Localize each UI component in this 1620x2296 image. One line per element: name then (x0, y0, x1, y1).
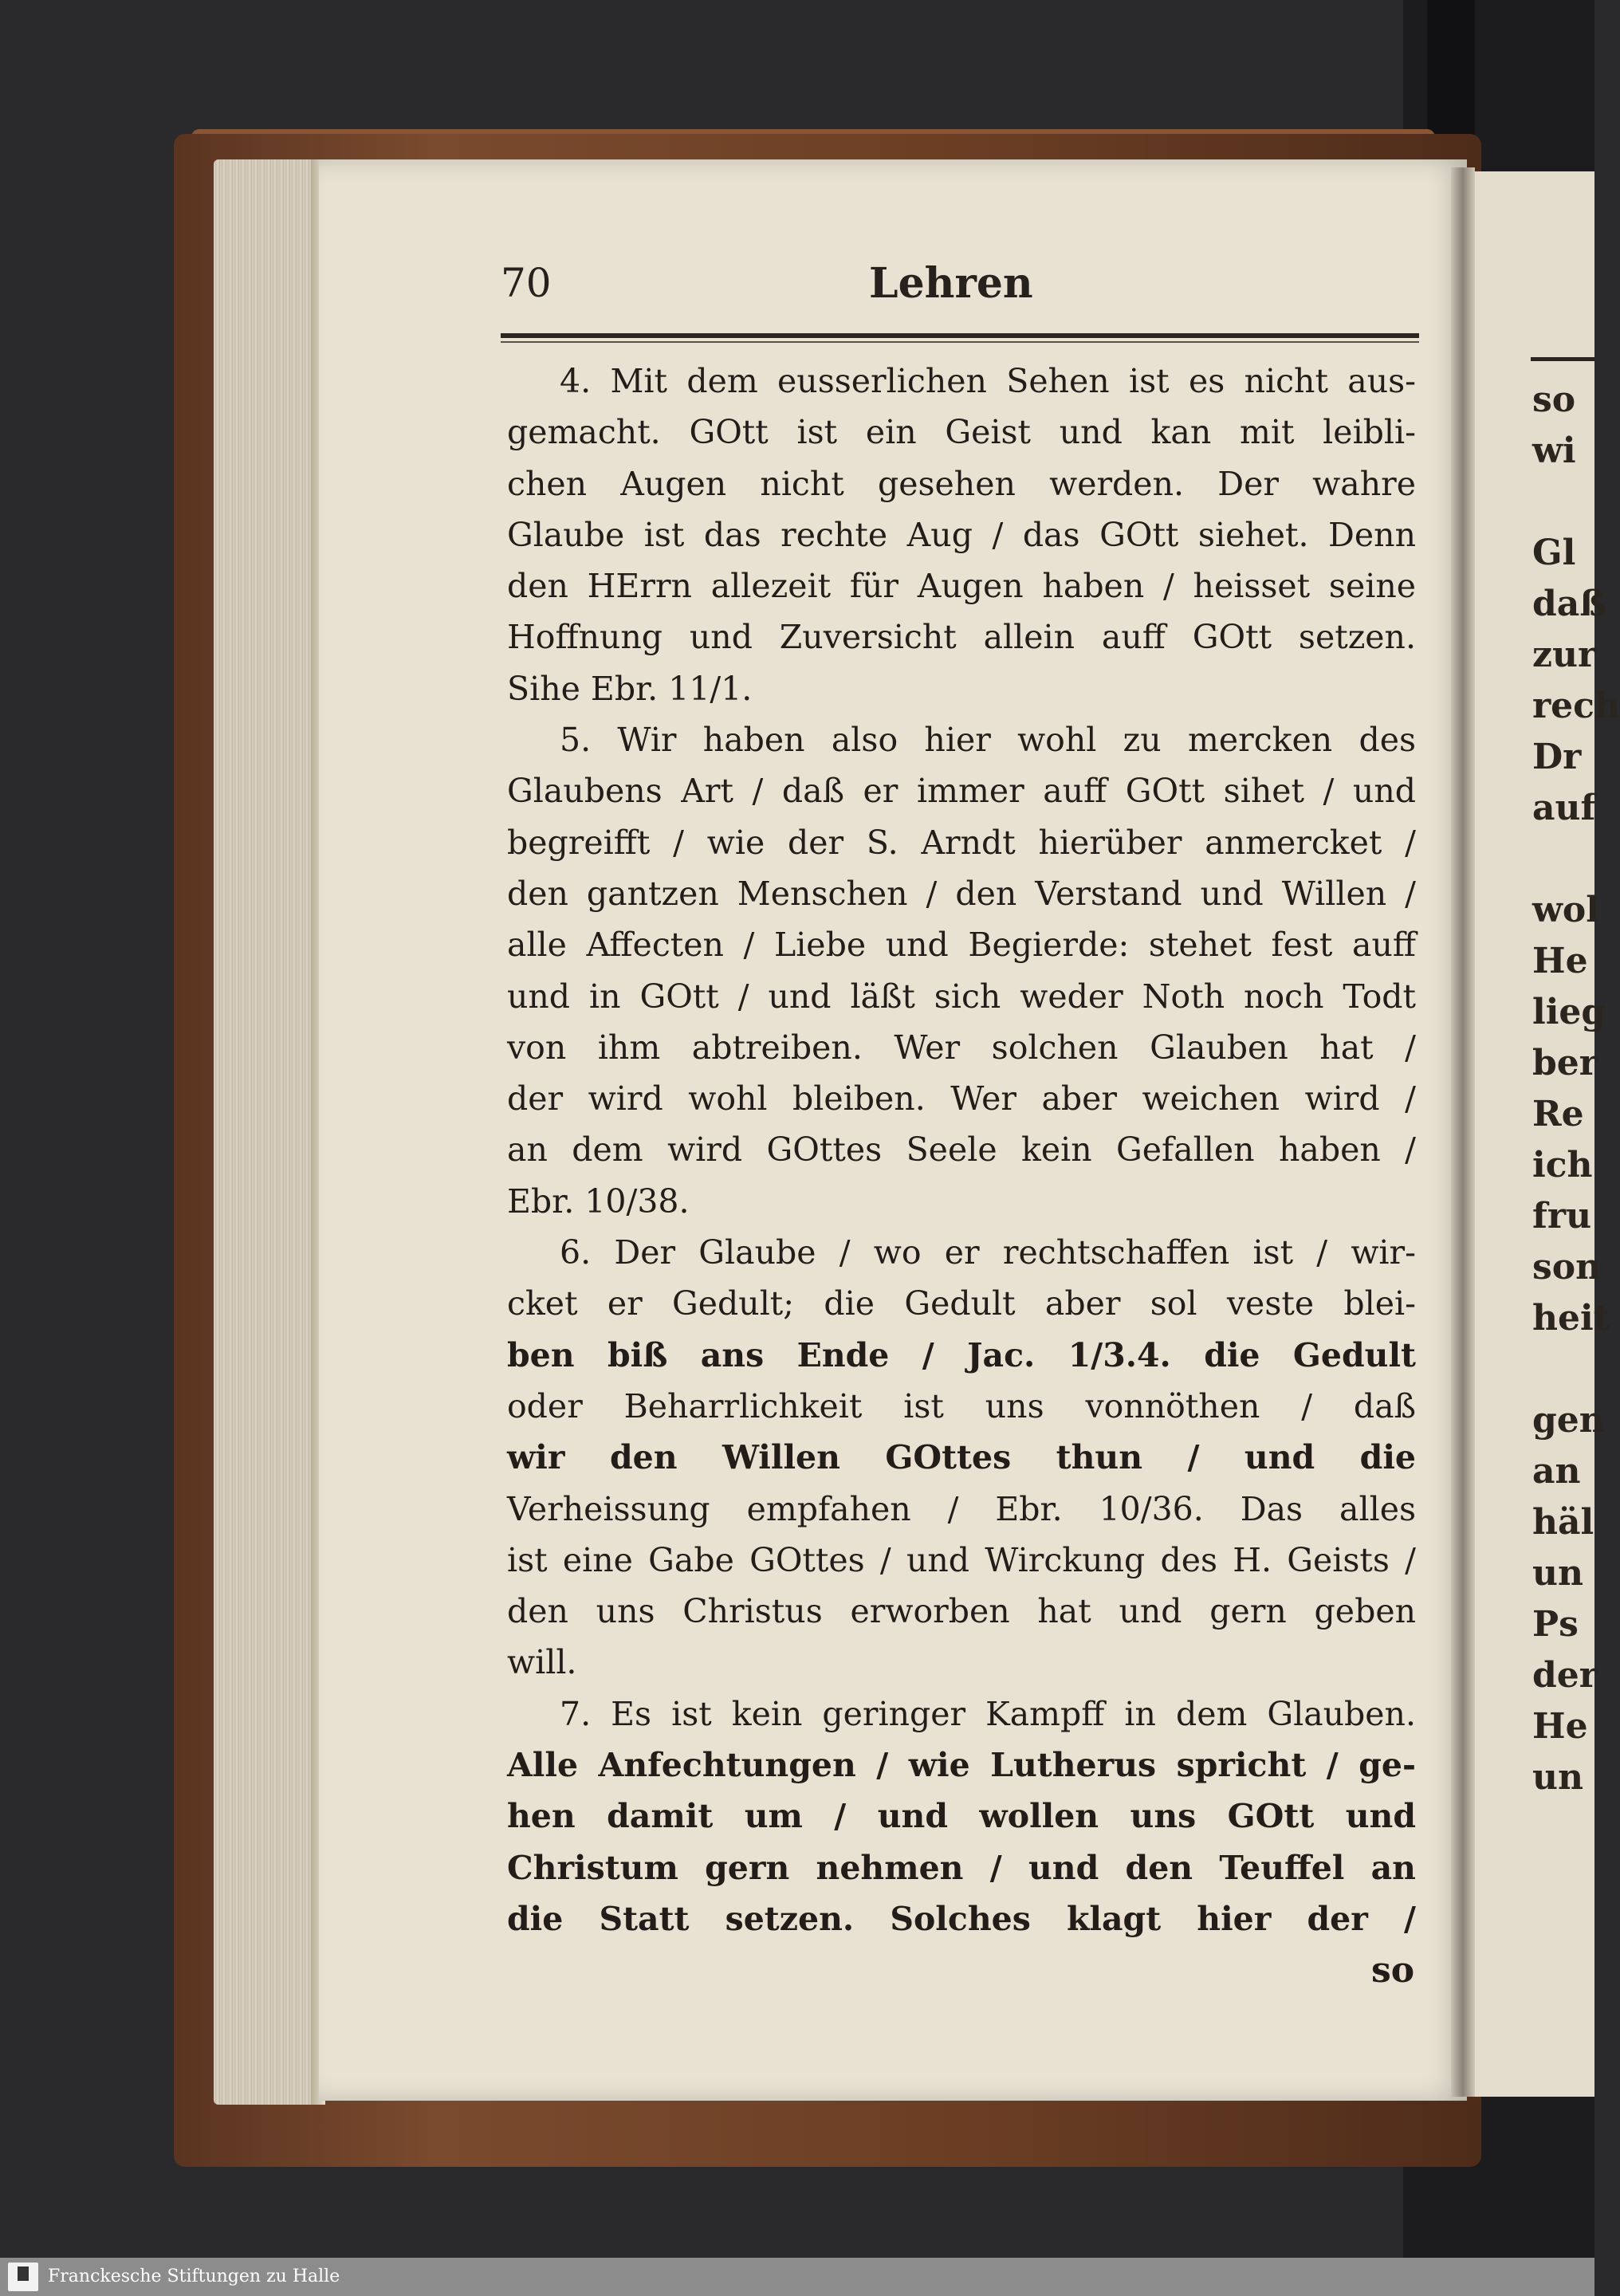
facing-text-fragment (1532, 477, 1594, 528)
text-line: den uns Christus erworben hat und gern geben (507, 1592, 1416, 1631)
text-line: Glaube ist das rechte Aug / das GOtt siehet. Denn (507, 515, 1416, 554)
facing-text-fragment: Gl (1532, 533, 1576, 573)
facing-text-fragment: lieg (1532, 992, 1606, 1032)
text-line: Alle Anfechtungen / wie Lutherus spricht / ge- (507, 1746, 1416, 1785)
text-line: der wird wohl bleiben. Wer aber weichen wird / (507, 1079, 1416, 1119)
text-line: von ihm abtreiben. Wer solchen Glauben hat / (507, 1028, 1416, 1067)
facing-text-fragment: ich (1532, 1145, 1593, 1185)
text-line: 5. Wir haben also hier wohl zu mercken des (560, 721, 1416, 760)
facing-text-fragment (1532, 1344, 1594, 1395)
text-line: chen Augen nicht gesehen werden. Der wahre (507, 464, 1416, 503)
facing-text-fragment: häl (1532, 1502, 1594, 1543)
facing-text-fragment: wi (1532, 431, 1576, 471)
facing-text-fragment: He (1532, 941, 1588, 981)
text-line: alle Affecten / Liebe und Begierde: stehet fest auff (507, 926, 1416, 965)
facing-text-fragment: He (1532, 1706, 1588, 1747)
text-line: begreifft / wie der S. Arndt hierüber anmercket / (507, 823, 1416, 862)
text-line: wir den Willen GOttes thun / und die (507, 1438, 1416, 1477)
facing-text-fragment: auf (1532, 788, 1596, 828)
text-line: cket er Gedult; die Gedult aber sol veste blei- (507, 1284, 1416, 1323)
facing-text-fragment: ber (1532, 1043, 1598, 1083)
facing-text-fragment: so (1532, 379, 1576, 420)
facing-text-fragment: gen (1532, 1400, 1605, 1441)
catchword: so (1371, 1950, 1415, 1991)
text-line: den HErrn allezeit für Augen haben / heisset seine (507, 567, 1416, 606)
institution-name: Franckesche Stiftungen zu Halle (48, 2267, 340, 2286)
text-line: Sihe Ebr. 11/1. (507, 669, 753, 708)
text-line: und in GOtt / und läßt sich weder Noth noch Todt (507, 977, 1416, 1016)
text-line: die Statt setzen. Solches klagt hier der / (507, 1899, 1416, 1938)
text-line: 6. Der Glaube / wo er rechtschaffen ist / wir- (560, 1233, 1416, 1272)
text-line: Ebr. 10/38. (507, 1181, 690, 1221)
text-line: gemacht. GOtt ist ein Geist und kan mit leibli- (507, 413, 1416, 452)
facing-text-fragment: un (1532, 1553, 1583, 1594)
facing-text-fragment: heit (1532, 1298, 1610, 1339)
facing-text-fragment (1532, 834, 1594, 885)
text-line: 4. Mit dem eusserlichen Sehen ist es nicht aus- (560, 362, 1416, 400)
text-line: Glaubens Art / daß er immer auff GOtt sihet / und (507, 772, 1416, 811)
text-line: Verheissung empfahen / Ebr. 10/36. Das alles (507, 1489, 1416, 1528)
page-number: 70 (501, 260, 552, 306)
page-body-text (507, 356, 1416, 1944)
page-block-edge (214, 159, 317, 2105)
text-line: Christum gern nehmen / und den Teuffel an (507, 1848, 1416, 1887)
facing-text-fragment: rech (1532, 686, 1620, 726)
facing-text-fragment: der (1532, 1655, 1598, 1696)
facing-text-fragment: Dr (1532, 737, 1582, 777)
text-line: oder Beharrlichkeit ist uns vonnöthen / daß (507, 1386, 1416, 1425)
header-rule (501, 333, 1419, 338)
institution-logo-icon (18, 2267, 29, 2281)
text-line: ben biß ans Ende / Jac. 1/3.4. die Gedult (507, 1335, 1416, 1374)
facing-text-fragment: son (1532, 1247, 1602, 1288)
facing-text-fragment: Ps (1532, 1604, 1579, 1645)
header-rule-thin (501, 341, 1419, 343)
facing-text-fragment: zur (1532, 635, 1597, 675)
text-line: 7. Es ist kein geringer Kampff in dem Glauben. (560, 1694, 1416, 1733)
right-page-text (1532, 375, 1620, 1803)
right-page-header-rule (1531, 357, 1594, 361)
text-line: will. (507, 1643, 577, 1682)
text-line: an dem wird GOttes Seele kein Gefallen haben / (507, 1130, 1416, 1170)
facing-text-fragment: fru (1532, 1196, 1592, 1236)
text-line: den gantzen Menschen / den Verstand und Willen / (507, 874, 1416, 913)
facing-text-fragment: daß (1532, 584, 1606, 624)
facing-text-fragment: wol (1532, 890, 1599, 930)
facing-text-fragment: Re (1532, 1094, 1584, 1134)
text-line: ist eine Gabe GOttes / und Wirckung des H. Geists / (507, 1540, 1416, 1579)
book-gutter (1451, 167, 1475, 2097)
text-line: hen damit um / und wollen uns GOtt und (507, 1797, 1416, 1836)
facing-text-fragment: an (1532, 1451, 1581, 1492)
facing-text-fragment: un (1532, 1757, 1583, 1798)
running-head: Lehren (869, 259, 1033, 308)
text-line: Hoffnung und Zuversicht allein auff GOtt setzen. (507, 618, 1416, 657)
